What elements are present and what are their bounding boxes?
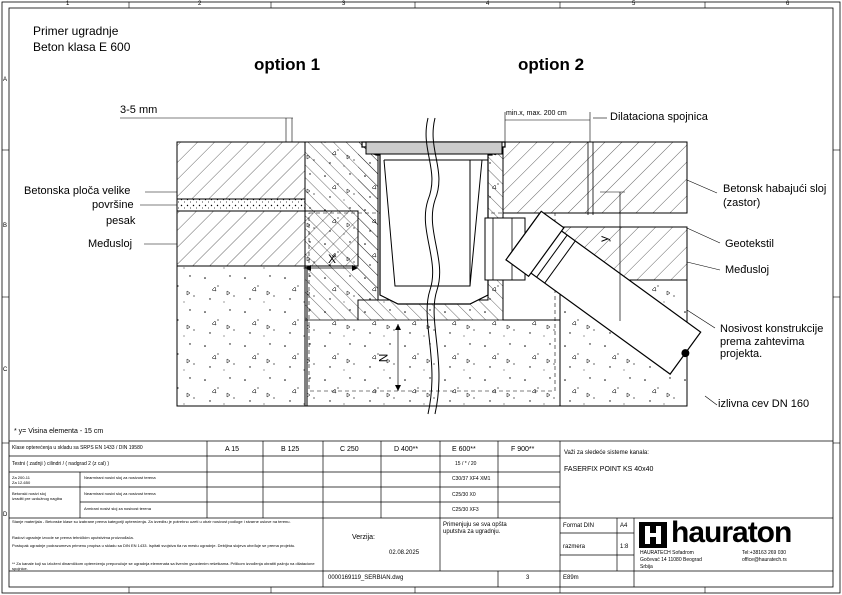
hauraton-logo-icon bbox=[639, 522, 667, 548]
company-logo-text: hauraton bbox=[671, 516, 792, 549]
table-row-3: Armirani nosivi sloj za nosivost terena bbox=[84, 506, 151, 511]
dim-n: N bbox=[376, 353, 391, 363]
footnote: * y= Visina elementa - 15 cm bbox=[14, 428, 104, 435]
dim-x: X bbox=[328, 252, 337, 266]
dim-y: y bbox=[597, 235, 612, 242]
side-a1: Za 200-11 Za 12-650 bbox=[12, 475, 31, 485]
class-f900: F 900** bbox=[511, 446, 535, 453]
note-3: Postupak ugradnje podrazumeva primenu propisa u skladu sa DIN EN 1433. Ispitati svojstva tla na mestu ugradnje. Debljina slojeva utvrđuje se prema projektu. bbox=[12, 543, 296, 548]
wearing-label: Betonsk habajući sloj bbox=[723, 183, 827, 195]
bearing-label: Nosivost konstrukcije prema zahtevima projekta. bbox=[720, 323, 824, 361]
row-test-label: Testni ( zadnji ) cilindri / ( nadgrad 2 (z cal) ) bbox=[12, 461, 109, 467]
scale-label: razmera bbox=[563, 544, 586, 550]
left-sand-layer bbox=[177, 199, 305, 211]
col-label-2: 2 bbox=[198, 1, 202, 7]
class-a15: A 15 bbox=[225, 446, 240, 453]
company-email: office@hauratech.rs bbox=[742, 557, 787, 563]
gap-label: 3-5 mm bbox=[120, 104, 158, 116]
e-value-1: C30/37 XF4 XM1 bbox=[452, 476, 491, 482]
e-test-value: 15 / * / 20 bbox=[455, 461, 477, 467]
col-label-5: 5 bbox=[632, 1, 636, 7]
interlayer-right-label: Međusloj bbox=[725, 264, 770, 276]
scale-value: 1:8 bbox=[620, 544, 629, 550]
file-name: 0000169119_SERBIAN.dwg bbox=[328, 575, 404, 581]
sheet-number: 3 bbox=[526, 575, 530, 581]
table-row-2: Nearmirani nosivi sloj za nosivost terena bbox=[84, 491, 156, 496]
side-a2: Betonski nosivi sloj izraditi pre uzdužnog nagiba bbox=[12, 491, 63, 501]
company-name: HAURATECH Sofadrom bbox=[640, 550, 694, 556]
left-concrete-slab bbox=[177, 142, 305, 199]
class-d400: D 400** bbox=[394, 446, 419, 453]
company-address: Gočevać 14 11080 Beograd bbox=[640, 557, 702, 563]
applicable-note: Primenjuju se sva opšta uputstva za ugradnju. bbox=[443, 522, 507, 535]
outlet-label: izlivna cev DN 160 bbox=[718, 398, 810, 410]
col-label-4: 4 bbox=[486, 1, 490, 7]
system-label: Važi za sledeće sisteme kanala: bbox=[564, 450, 649, 456]
note-1: Stanje materijala - Betonske klase su izabrane prema kategoriji opterećenja. Za izvedbu je potrebno uzeti u obzir nosivost podloge i stvarne uslove na terenu. bbox=[12, 519, 291, 524]
row-label-d: D bbox=[3, 512, 8, 518]
option-2-title: option 2 bbox=[518, 55, 585, 74]
geotextile-label: Geotekstil bbox=[725, 238, 774, 250]
wearing-label-2: (zastor) bbox=[723, 197, 761, 209]
row-label-c: C bbox=[3, 367, 8, 373]
table-header-note: Klase opterećenja u skladu sa SRPS EN 1433 / DIN 19580 bbox=[12, 445, 143, 451]
minmax-label: min.x, max. 200 cm bbox=[506, 110, 567, 117]
format-label: Format DIN bbox=[563, 523, 595, 529]
intro-line-2: Beton klasa E 600 bbox=[33, 40, 131, 54]
row-label-b: B bbox=[3, 223, 8, 229]
row-label-a: A bbox=[3, 77, 8, 83]
company-country: Srbija bbox=[640, 564, 653, 570]
col-label-3: 3 bbox=[342, 1, 346, 7]
class-c250: C 250 bbox=[340, 446, 359, 453]
left-subbase bbox=[177, 266, 307, 406]
e-value-2: C25/30 X0 bbox=[452, 492, 476, 498]
table-row-1: Nearmirani nosivi sloj za nosivost terena bbox=[84, 475, 156, 480]
format-value: A4 bbox=[620, 523, 628, 529]
company-phone: Tel:+38163 269 030 bbox=[742, 550, 787, 556]
option-1-title: option 1 bbox=[254, 55, 321, 74]
e-value-3: C25/30 XF3 bbox=[452, 507, 479, 513]
slab-label: Betonska ploča velike bbox=[24, 185, 131, 197]
doc-code: E89m bbox=[563, 575, 579, 581]
sand-label: pesak bbox=[106, 215, 136, 227]
col-label-1: 1 bbox=[66, 1, 70, 7]
version-date: 02.08.2025 bbox=[389, 550, 420, 556]
note-2: Radovi ugradnje izvode se prema tehničkim uputstvima proizvođača. bbox=[12, 535, 134, 540]
class-b125: B 125 bbox=[281, 446, 300, 453]
version-label: Verzija: bbox=[352, 534, 375, 541]
system-name: FASERFIX POINT KS 40x40 bbox=[564, 466, 654, 473]
slab-label-2: površine bbox=[92, 199, 134, 211]
note-4: ** Za kanale koji su izloženi dinamičkom opterećenju preporučuje se ugradnja elemenata sa livenim gvozdenim rešetkama. Prilikom izvođenja obratiti pažnju na dilatacione spojnice. bbox=[12, 561, 315, 571]
class-e600: E 600** bbox=[452, 446, 476, 453]
right-wearing-layer bbox=[503, 142, 687, 213]
interlayer-left-label: Međusloj bbox=[88, 238, 133, 250]
joint-label: Dilataciona spojnica bbox=[610, 111, 708, 123]
intro-line-1: Primer ugradnje bbox=[33, 24, 119, 38]
col-label-6: 6 bbox=[786, 1, 790, 7]
